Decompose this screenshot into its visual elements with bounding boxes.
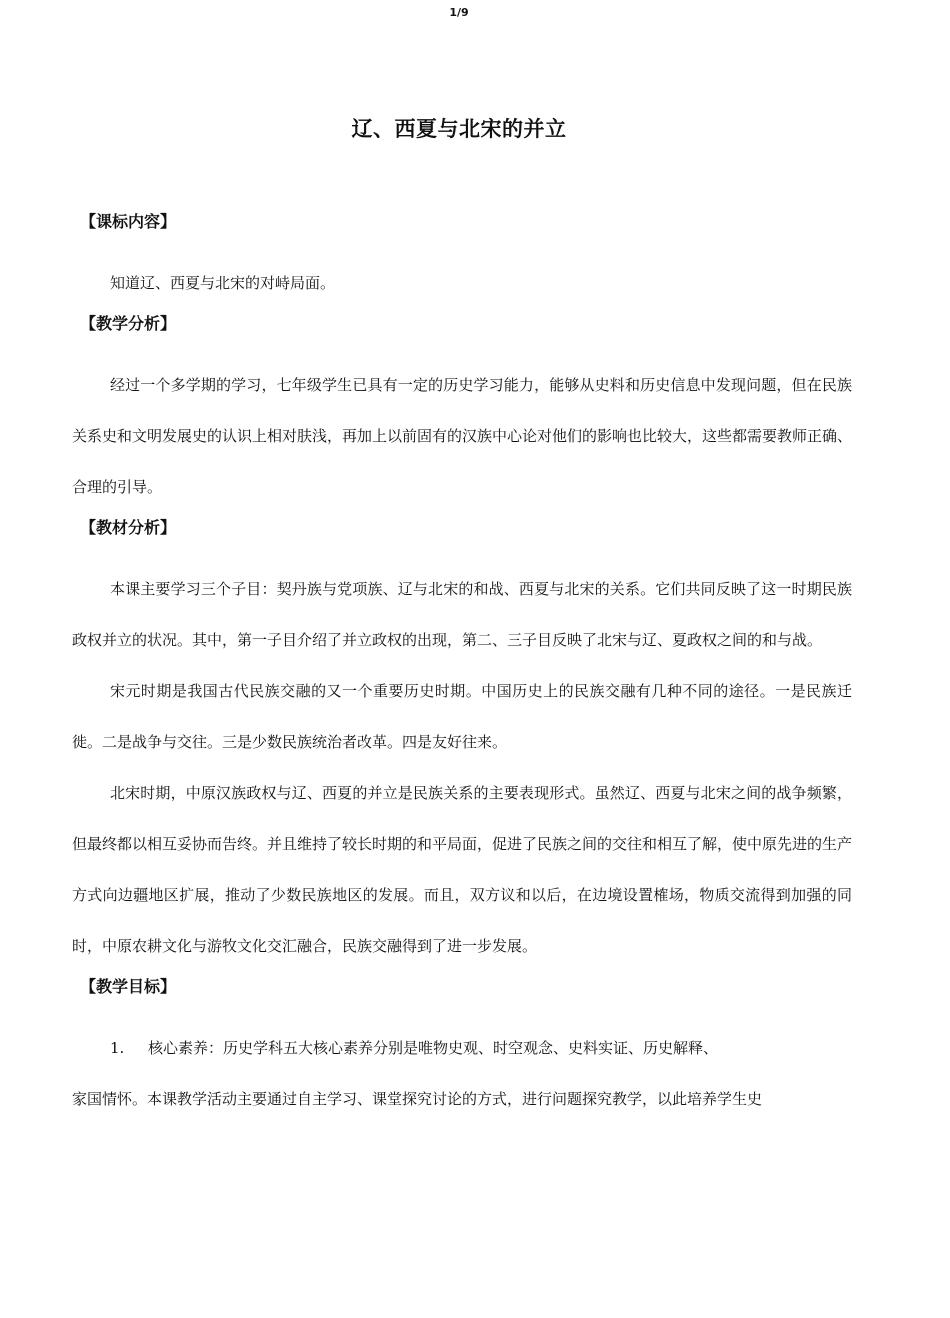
- teaching-analysis-paragraph: 经过一个多学期的学习，七年级学生已具有一定的历史学习能力，能够从史料和历史信息中发现问题，但在民族关系史和文明发展史的认识上相对肤浅，再加上以前固有的汉族中心论对他们的影响也比较大，这些都需要教师正确、合理的引导。: [72, 376, 853, 496]
- goal-list-item-continuation: 家国情怀。本课教学活动主要通过自主学习、课堂探究讨论的方式，进行问题探究教学，以此培养学生史: [72, 1090, 763, 1108]
- section-heading-textbook-analysis: 【教材分析】: [80, 518, 177, 537]
- textbook-analysis-paragraph-2: 宋元时期是我国古代民族交融的又一个重要历史时期。中国历史上的民族交融有几种不同的途径。一是民族迁徙。二是战争与交往。三是少数民族统治者改革。四是友好往来。: [72, 682, 852, 751]
- document-title: 辽、西夏与北宋的并立: [351, 117, 567, 141]
- document-body: [72, 207, 852, 1125]
- section-heading-curriculum: 【课标内容】: [80, 212, 177, 231]
- page-number: 1/9: [449, 6, 469, 19]
- goal-list-item: [72, 1023, 852, 1074]
- section-heading-teaching-analysis: 【教学分析】: [80, 314, 177, 333]
- textbook-analysis-paragraph-1: 本课主要学习三个子目：契丹族与党项族、辽与北宋的和战、西夏与北宋的关系。它们共同反映了这一时期民族政权并立的状况。其中，第一子目介绍了并立政权的出现，第二、三子目反映了北宋与辽、夏政权之间的和与战。: [72, 580, 852, 649]
- textbook-analysis-paragraph-3: 北宋时期，中原汉族政权与辽、西夏的并立是民族关系的主要表现形式。虽然辽、西夏与北宋之间的战争频繁，但最终都以相互妥协而告终。并且维持了较长时期的和平局面，促进了民族之间的交往和相互了解，使中原先进的生产方式向边疆地区扩展，推动了少数民族地区的发展。而且，双方议和以后，在边境设置榷场，物质交流得到加强的同时，中原农耕文化与游牧文化交汇融合，民族交融得到了进一步发展。: [72, 784, 853, 955]
- curriculum-paragraph: 知道辽、西夏与北宋的对峙局面。: [110, 274, 336, 292]
- list-item-text: 核心素养：历史学科五大核心素养分别是唯物史观、时空观念、史料实证、历史解释、: [148, 1039, 719, 1057]
- section-heading-teaching-goals: 【教学目标】: [80, 977, 177, 996]
- list-number: 1.: [110, 1039, 125, 1057]
